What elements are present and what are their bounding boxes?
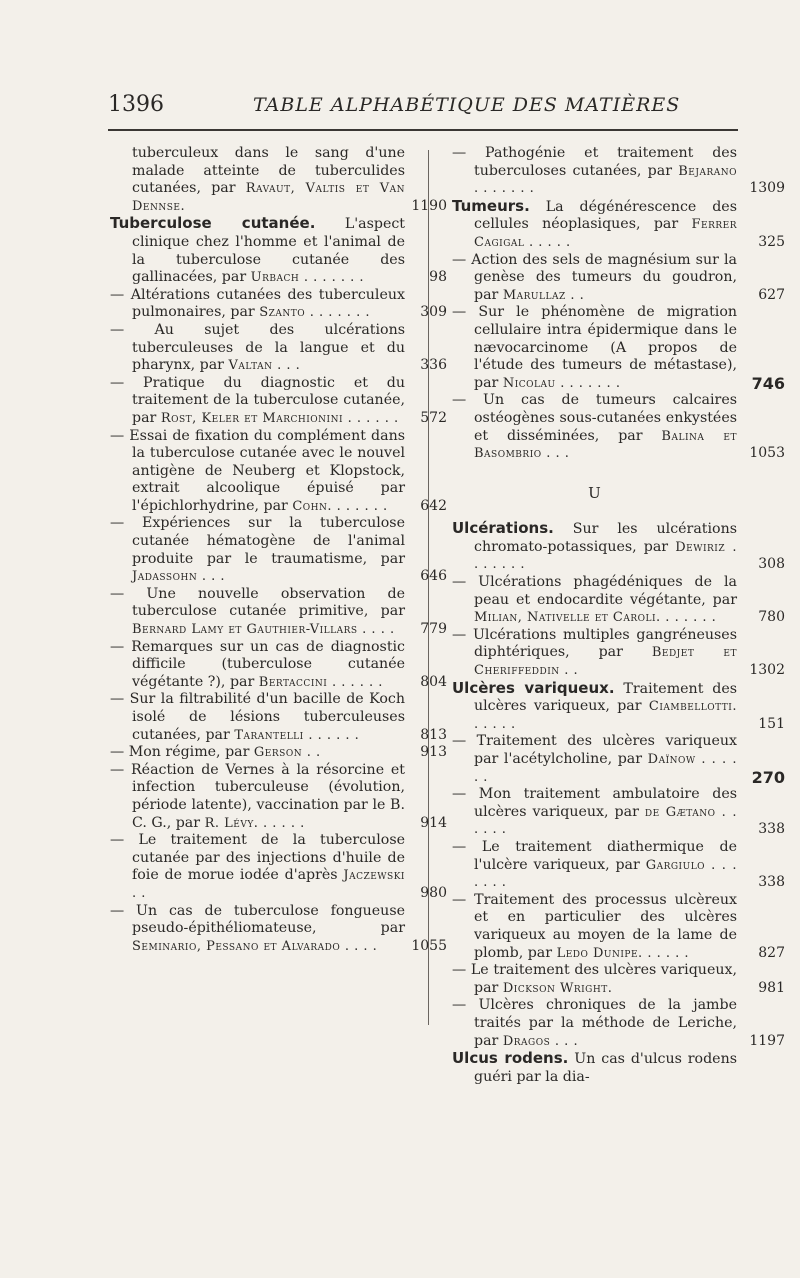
entry-description: — Action des sels de magnésium sur la genèse des tumeurs du goudron, par: [452, 251, 737, 303]
entry-text: [110, 832, 405, 902]
entry-authors: Balina et Basombrio . . .: [474, 428, 737, 462]
entry-authors: Jadassohn . . .: [132, 569, 225, 585]
index-entry: [110, 145, 447, 215]
entry-authors: Milian, Nativelle et Caroli. . . . . . .: [474, 610, 717, 626]
entry-authors: Dragos . . .: [502, 1033, 579, 1049]
index-entry: [452, 626, 785, 680]
entry-description: tuberculeux dans le sang d'une malade atteinte de tuberculides cutanées, par: [132, 145, 405, 197]
entry-text: [452, 839, 737, 892]
entry-text: [110, 762, 405, 832]
left-column: [110, 145, 447, 955]
page-reference: 913: [420, 744, 447, 761]
entry-description: — Mon traitement ambulatoire des ulcères variqueux, par: [452, 786, 737, 820]
index-entry: [452, 304, 785, 393]
page-reference: 338: [758, 821, 785, 838]
entry-description: Un cas d'ulcus rodens guéri par la dia-: [474, 1051, 737, 1085]
entry-description: — Ulcérations multiples gangréneuses diphtériques, par: [452, 626, 737, 661]
page-reference: 981: [758, 979, 785, 996]
entry-description: — Le traitement diathermique de l'ulcère variqueux, par: [452, 838, 737, 873]
page-reference: 779: [420, 621, 447, 638]
entry-authors: Nicolau . . . . . . .: [502, 375, 621, 391]
entry-text: [110, 515, 405, 585]
entry-description: — Remarques sur un cas de diagnostic difficile (tuberculose cutanée végétante ?), par: [110, 638, 405, 690]
entry-text: [452, 252, 737, 305]
entry-description: — Pratique du diagnostic et du traitement de la tuberculose cutanée, par: [110, 374, 405, 426]
entry-description: — Au sujet des ulcérations tuberculeuses de la langue et du pharynx, par: [110, 321, 405, 374]
entry-headword: Ulcérations.: [452, 519, 554, 538]
entry-description: — Le traitement des ulcères variqueux, par: [452, 962, 737, 996]
index-entry: [110, 585, 447, 639]
entry-text: [452, 892, 737, 962]
index-entry: [110, 374, 447, 428]
entry-description: — Un cas de tuberculose fongueuse pseudo-épithéliomateuse, par: [110, 902, 405, 937]
entry-text: [452, 997, 737, 1050]
entry-text: [110, 375, 405, 428]
entry-description: La dégénérescence des cellules néoplasiques, par: [474, 198, 737, 233]
index-entry: [110, 761, 447, 832]
page-reference: 309: [420, 304, 447, 321]
entry-authors: Bernard Lamy et Gauthier-Villars . . . .: [132, 622, 395, 638]
entry-text: [452, 786, 737, 839]
entry-text: [110, 287, 405, 322]
page-reference: 336: [420, 357, 447, 374]
entry-text: [452, 574, 737, 627]
index-entry: [452, 997, 785, 1050]
entry-text: [452, 733, 737, 786]
index-entry: [110, 691, 447, 744]
index-entry: [452, 145, 785, 198]
page-number: 1396: [108, 92, 164, 117]
entry-authors: Gerson . .: [253, 745, 321, 761]
entry-description: — Expériences sur la tuberculose cutanée hématogène de l'animal produite par le traumatisme, par: [110, 515, 405, 567]
index-entry: [452, 891, 785, 962]
entry-authors: de Gætano . . . . . .: [474, 804, 737, 838]
index-entry: [452, 519, 785, 574]
page-reference: 308: [758, 556, 785, 573]
page-reference: 338: [758, 874, 785, 891]
entry-authors: Bertaccini . . . . . .: [258, 674, 383, 690]
header-rule: [108, 129, 738, 131]
entry-description: — Le traitement de la tuberculose cutanée par des injections d'huile de foie de morue iodée d'après: [110, 832, 405, 884]
entry-authors: Tarantelli . . . . . .: [234, 727, 360, 743]
entry-headword: Ulcus rodens.: [452, 1049, 569, 1068]
entry-description: — Essai de fixation du complément dans la tuberculose cutanée avec le nouvel antigène de Neuberg et Klopstock, extrait alcoolique épuisé par l'épichlorhydrine, par: [110, 427, 405, 514]
entry-authors: Cohn. . . . . . .: [292, 498, 388, 514]
entry-authors: Dickson Wright.: [502, 980, 613, 996]
entry-description: — Sur la filtrabilité d'un bacille de Koch isolé de lésions tuberculeuses cutanées, par: [110, 691, 405, 743]
entry-description: — Altérations cutanées des tuberculeux pulmonaires, par: [110, 286, 405, 321]
entry-text: [452, 1050, 737, 1086]
entry-description: — Une nouvelle observation de tuberculose cutanée primitive, par: [110, 585, 405, 620]
page-reference: 270: [751, 767, 785, 787]
index-entry: [110, 214, 447, 286]
page-reference: 325: [758, 233, 785, 250]
entry-authors: Ciambellotti. . . . . .: [474, 699, 737, 732]
page-reference: 780: [758, 609, 785, 626]
entry-text: [452, 304, 737, 392]
page-reference: 804: [420, 673, 447, 690]
entry-description: — Réaction de Vernes à la résorcine et infection tuberculeuse (évolution, période latente), vaccination par le B. C. G., par: [110, 761, 405, 831]
index-entry: [452, 251, 785, 305]
entry-text: [110, 691, 405, 744]
page-reference: 572: [420, 409, 447, 426]
page-reference: 1309: [749, 180, 785, 197]
entry-authors: Bejarano . . . . . . .: [474, 163, 737, 197]
index-entry: [110, 286, 447, 322]
page-reference: 642: [420, 497, 447, 514]
entry-text: [110, 215, 405, 286]
entry-text: [110, 145, 405, 215]
section-letter: U: [588, 483, 601, 502]
index-entry: [452, 1050, 737, 1086]
page-reference: 98: [429, 269, 447, 286]
page-reference: 813: [420, 726, 447, 743]
running-title: TABLE ALPHABÉTIQUE DES MATIÈRES: [253, 94, 681, 116]
index-entry: [452, 392, 785, 462]
page-reference: 151: [758, 715, 785, 732]
entry-text: [452, 198, 737, 252]
entry-description: Sur les ulcérations chromato-potassiques, par: [474, 521, 737, 555]
entry-text: [452, 392, 737, 462]
entry-authors: Bedjet et Cheriffeddin . .: [474, 645, 737, 679]
index-entry: [452, 678, 785, 734]
entry-authors: Rost, Keler et Marchionini . . . . . .: [160, 410, 399, 426]
entry-description: — Traitement des ulcères variqueux par l'acétylcholine, par: [452, 733, 737, 767]
entry-description: L'aspect clinique chez l'homme et l'animal de la tuberculose cutanée des gallinacées, par: [132, 216, 406, 286]
entry-text: [452, 520, 737, 574]
entry-description: — Sur le phénomène de migration cellulaire intra épidermique dans le nævocarcinome (A propos de l'étude des tumeurs de métastase), par: [452, 304, 737, 391]
index-entry: [110, 744, 447, 762]
entry-description: — Ulcérations phagédéniques de la peau et endocardite végétante, par: [452, 574, 737, 608]
page-reference: 627: [758, 286, 785, 303]
page-reference: 1190: [411, 197, 447, 214]
index-entry: [110, 321, 447, 375]
entry-description: Traitement des ulcères variqueux, par: [474, 680, 737, 715]
index-entry: [110, 832, 447, 902]
index-entry: [110, 638, 447, 692]
entry-text: [452, 962, 737, 997]
page-reference: 1055: [411, 937, 447, 954]
page-reference: 1053: [749, 445, 785, 462]
entry-authors: Valtan . . .: [228, 358, 301, 374]
page-header: [108, 92, 738, 122]
page-reference: 827: [758, 944, 785, 961]
entry-authors: Urbach . . . . . . .: [250, 270, 365, 286]
page-reference: 646: [420, 568, 447, 585]
entry-authors: Daïnow . . . . . .: [474, 752, 737, 785]
entry-authors: Gargiulo . . . . . . .: [474, 857, 737, 891]
page-reference: 1197: [749, 1032, 785, 1049]
entry-text: [110, 586, 405, 639]
page-reference: 1302: [749, 662, 785, 679]
entry-description: — Ulcères chroniques de la jambe traités par la méthode de Leriche, par: [452, 997, 737, 1049]
entry-authors: Jaczewski . .: [132, 868, 405, 901]
entry-description: — Mon régime, par: [110, 744, 254, 761]
index-entry: [452, 196, 785, 252]
entry-text: [110, 903, 405, 956]
entry-text: [110, 428, 405, 516]
entry-headword: Ulcères variqueux.: [452, 678, 615, 697]
entry-text: [110, 639, 405, 692]
entry-text: [110, 744, 405, 762]
entry-authors: Szanto . . . . . . .: [259, 305, 370, 321]
entry-text: [452, 680, 737, 734]
entry-headword: Tuberculose cutanée.: [110, 214, 316, 233]
page-reference: 746: [751, 373, 785, 393]
page-reference: 980: [420, 884, 447, 901]
entry-text: [452, 627, 737, 680]
index-entry: [452, 733, 785, 787]
entry-authors: Seminario, Pessano et Alvarado . . . .: [132, 938, 378, 954]
index-entry: [110, 515, 447, 585]
entry-headword: Tumeurs.: [452, 196, 530, 215]
entry-authors: Ravaut, Valtis et Van Dennse.: [132, 181, 405, 214]
entry-description: — Traitement des processus ulcèreux et en particulier des ulcères variqueux au moyen de la lame de plomb, par: [452, 891, 737, 961]
entry-authors: R. Lévy. . . . . .: [204, 815, 305, 831]
entry-text: [452, 145, 737, 198]
entry-authors: Marullaz . .: [502, 287, 585, 303]
index-entry: [110, 427, 447, 516]
entry-authors: Ferrer Cagigal . . . . .: [474, 217, 737, 250]
entry-description: — Un cas de tumeurs calcaires ostéogènes sous-cutanées enkystées et disséminées, par: [452, 392, 737, 444]
index-entry: [452, 786, 785, 839]
page-reference: 914: [420, 814, 447, 831]
entry-text: [110, 322, 405, 375]
entry-authors: Dewiriz . . . . . . .: [474, 539, 737, 573]
index-entry: [452, 962, 785, 997]
right-column: [452, 145, 785, 1086]
index-entry: [452, 838, 785, 892]
index-entry: [452, 574, 785, 627]
index-entry: [110, 902, 447, 956]
entry-description: — Pathogénie et traitement des tuberculoses cutanées, par: [452, 145, 737, 179]
entry-authors: Ledo Dunipe. . . . . .: [556, 945, 690, 961]
